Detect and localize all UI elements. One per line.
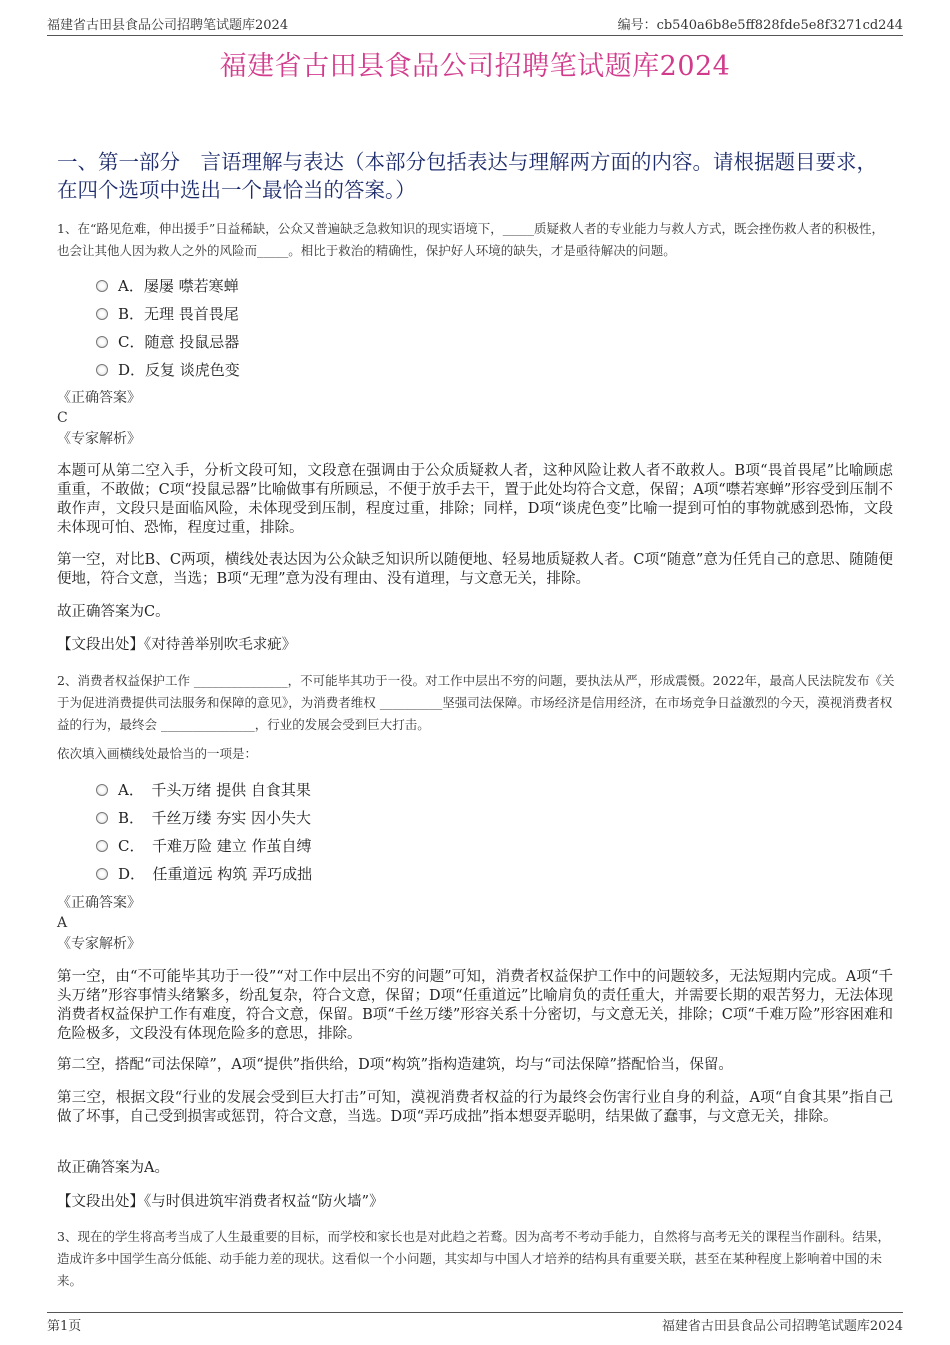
option-label: B． 千丝万缕 夯实 因小失大	[118, 809, 312, 827]
source-note: 【文段出处】《与时俱进筑牢消费者权益“防火墙”》	[57, 1194, 384, 1210]
footer-doc-title: 福建省古田县食品公司招聘笔试题库2024	[661, 1319, 903, 1334]
analysis-paragraph: 第三空，根据文段“行业的发展会受到巨大打击”可知，漠视消费者权益的行为最终会伤害行业自身的利益，A项“自食其果”指自己做了坏事，自己受到损害或惩罚，符合文意，当选。D项“弄巧成拙”指本想耍弄聪明，结果做了蠢事，与文意无关，排除。	[57, 1090, 893, 1125]
question-2-prompt: 依次填入画横线处最恰当的一项是：	[57, 746, 258, 761]
question-2-options	[96, 776, 596, 888]
source-note: 【文段出处】《对待善举别吹毛求疵》	[57, 637, 297, 653]
answer-label: 《正确答案》	[57, 390, 141, 406]
analysis-label: 《专家解析》	[57, 936, 141, 952]
option-label: C．随意 投鼠忌器	[118, 333, 240, 351]
analysis-paragraph: 第一空，对比B、C两项，横线处表达因为公众缺乏知识所以随便地、轻易地质疑救人者。C项“随意”意为任凭自己的意思、随随便便地，符合文意，当选；B项“无理”意为没有理由、没有道理，与文意无关，排除。	[57, 552, 893, 587]
option-d[interactable]	[96, 356, 596, 384]
radio-icon[interactable]	[96, 840, 108, 852]
header-doc-id: 编号：cb540a6b8e5ff828fde5e8f3271cd244	[617, 18, 903, 33]
radio-icon[interactable]	[96, 812, 108, 824]
option-label: C． 千难万险 建立 作茧自缚	[118, 837, 312, 855]
option-b[interactable]	[96, 804, 596, 832]
analysis-conclusion: 故正确答案为A。	[57, 1160, 169, 1176]
option-d[interactable]	[96, 860, 596, 888]
question-1-options	[96, 272, 596, 384]
option-a[interactable]	[96, 776, 596, 804]
option-label: A． 千头万绪 提供 自食其果	[118, 781, 311, 799]
answer-label: 《正确答案》	[57, 895, 141, 911]
option-b[interactable]	[96, 300, 596, 328]
question-3-stem: 3、现在的学生将高考当成了人生最重要的目标，而学校和家长也是对此趋之若鹜。因为高考不考动手能力，自然将与高考无关的课程当作副科。结果，造成许多中国学生高分低能、动手能力差的现状。这看似一个小问题，其实却与中国人才培养的结构具有重要关联，甚至在某种程度上影响着中国的未来。	[57, 1229, 890, 1288]
analysis-paragraph: 第一空，由“不可能毕其功于一役”“对工作中层出不穷的问题”可知，消费者权益保护工作中的问题较多，无法短期内完成。A项“千头万绪”形容事情头绪繁多，纷乱复杂，符合文意，保留；D项“任重道远”比喻肩负的责任重大，并需要长期的艰苦努力，无法体现消费者权益保护工作有难度，符合文意，保留。B项“千丝万缕”形容关系十分密切，与文意无关，排除；C项“千难万险”形容困难和危险极多，文段没有体现危险多的意思，排除。	[57, 969, 893, 1042]
section-heading: 一、第一部分 言语理解与表达（本部分包括表达与理解两方面的内容。请根据题目要求，在四个选项中选出一个最恰当的答案。）	[57, 150, 877, 202]
header-divider	[47, 35, 903, 36]
analysis-conclusion: 故正确答案为C。	[57, 604, 170, 620]
radio-icon[interactable]	[96, 868, 108, 880]
option-label: B．无理 畏首畏尾	[118, 305, 239, 323]
analysis-label: 《专家解析》	[57, 431, 141, 447]
radio-icon[interactable]	[96, 308, 108, 320]
radio-icon[interactable]	[96, 364, 108, 376]
question-2-stem: 2、消费者权益保护工作 _______________，不可能毕其功于一役。对工作中层出不穷的问题，要执法从严，形成震慑。2022年，最高人民法院发布《关于为促进消费提供司法服务和保障的意见》，为消费者维权 __________坚强司法保障。市场经济是信用经济，在市场竞争日益激烈的今天，漠视消费者权益的行为，最终会 _______________，行业的发展会受到巨大打击。	[57, 673, 895, 732]
option-a[interactable]	[96, 272, 596, 300]
radio-icon[interactable]	[96, 784, 108, 796]
option-c[interactable]	[96, 328, 596, 356]
option-label: D．反复 谈虎色变	[118, 361, 240, 379]
question-1-stem: 1、在“路见危难，伸出援手”日益稀缺，公众又普遍缺乏急救知识的现实语境下，_____质疑救人者的专业能力与救人方式，既会挫伤救人者的积极性，也会让其他人因为救人之外的风险而_____。相比于救治的精确性，保护好人环境的缺失，才是亟待解决的问题。	[57, 221, 884, 258]
option-label: D． 任重道远 构筑 弄巧成拙	[118, 865, 313, 883]
page-header	[47, 14, 903, 34]
page-title: 福建省古田县食品公司招聘笔试题库2024	[219, 51, 731, 82]
answer-value: A	[57, 915, 68, 931]
analysis-paragraph: 第二空，搭配“司法保障”，A项“提供”指供给，D项“构筑”指构造建筑，均与“司法保障”搭配恰当，保留。	[57, 1057, 733, 1073]
analysis-paragraph: 本题可从第二空入手，分析文段可知，文段意在强调由于公众质疑救人者，这种风险让救人者不敢救人。B项“畏首畏尾”比喻顾虑重重，不敢做；C项“投鼠忌器”比喻做事有所顾忌，不便于放手去干，置于此处均符合文意，保留；A项“噤若寒蝉”形容受到压制不敢作声，文段只是面临风险，未体现受到压制，程度过重，排除；同样，D项“谈虎色变”比喻一提到可怕的事物就感到恐怖，文段未体现可怕、恐怖，程度过重，排除。	[57, 463, 893, 536]
header-doc-title: 福建省古田县食品公司招聘笔试题库2024	[47, 18, 289, 33]
page-number: 第1页	[47, 1319, 82, 1334]
radio-icon[interactable]	[96, 280, 108, 292]
option-c[interactable]	[96, 832, 596, 860]
footer-divider	[47, 1312, 903, 1313]
answer-value: C	[57, 410, 68, 426]
option-label: A．屡屡 噤若寒蝉	[118, 277, 239, 295]
radio-icon[interactable]	[96, 336, 108, 348]
